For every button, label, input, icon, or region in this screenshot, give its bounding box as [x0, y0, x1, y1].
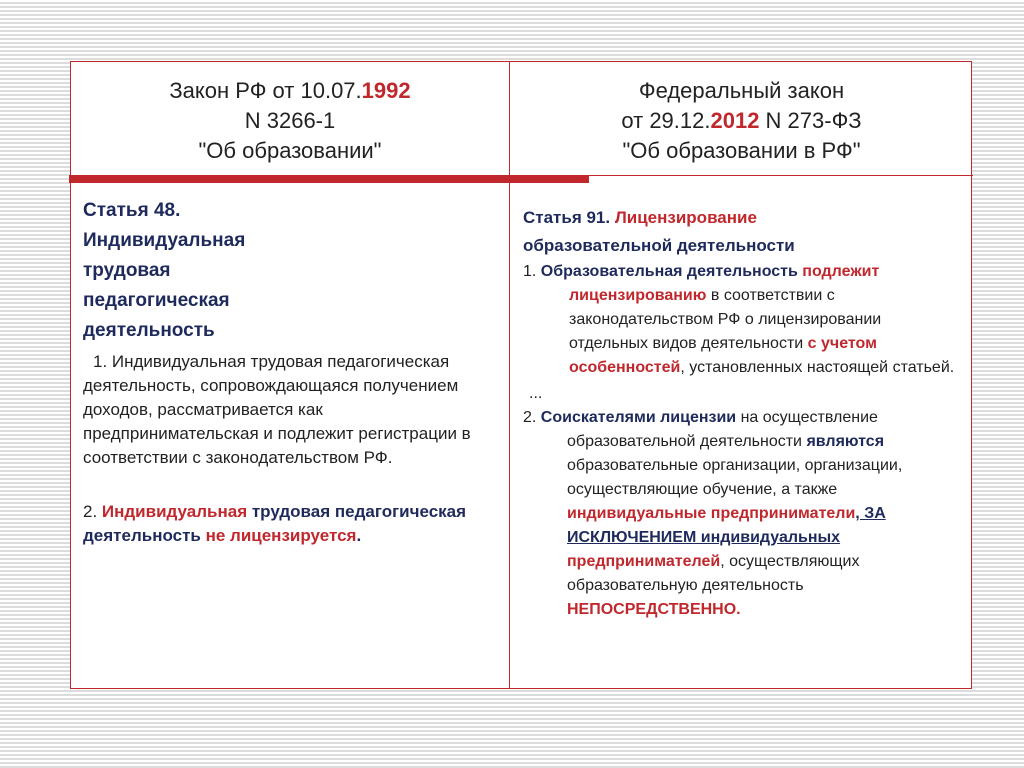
article-48-paragraph-1: 1. Индивидуальная трудовая педагогическая деятельность, сопровождающаяся получением доходов, рассматривается как предпринимательская и подлежит регистрации в соответствии с законодательством РФ. — [83, 352, 471, 467]
new-law-date-line: от 29.12.2012 N 273-ФЗ — [621, 108, 862, 133]
article-48-paragraph-2: 2. Индивидуальная трудовая педагогическая деятельность не лицензируется. — [83, 502, 467, 545]
header-accent-bar — [69, 175, 589, 183]
old-law-article-column — [83, 196, 503, 548]
new-law-year: 2012 — [710, 108, 760, 133]
old-law-date-line: Закон РФ от 10.07.1992 — [169, 78, 411, 103]
article-91-item-1: 1. Образовательная деятельность подлежит лицензированию в соответствии с законодательством РФ о лицензировании отдельных видов деятельности с учетом особенностей, установленных настоящей статьей. — [523, 263, 955, 376]
old-law-title: "Об образовании" — [198, 138, 382, 163]
header-new-law — [510, 76, 973, 166]
comparison-table — [70, 61, 972, 689]
new-law-article-column — [523, 204, 963, 622]
old-law-year: 1992 — [361, 78, 411, 103]
article-91-title: Статья 91. Лицензирование образовательной деятельности — [523, 208, 795, 255]
new-law-title: "Об образовании в РФ" — [622, 138, 861, 163]
article-48-title: Статья 48. Индивидуальная трудовая педагогическая деятельность — [83, 200, 246, 341]
exception-clause: , ЗА ИСКЛЮЧЕНИЕМ индивидуальных — [567, 505, 886, 546]
omitted-text-ellipsis: ... — [529, 385, 543, 402]
article-91-item-2: 2. Соискателями лицензии на осуществление образовательной деятельности являются образовательные организации, организации, осуществляющие обучение, а также индивидуальные предприниматели, ЗА ИСКЛЮЧЕНИЕМ индивидуальных предпринимателей, осуществляющих образовательную деятельность НЕПОСРЕДСТВЕННО. — [523, 409, 903, 618]
new-law-type: Федеральный закон — [638, 78, 845, 103]
header-divider-line — [589, 175, 973, 176]
header-old-law — [71, 76, 509, 166]
old-law-number: N 3266-1 — [244, 108, 336, 133]
